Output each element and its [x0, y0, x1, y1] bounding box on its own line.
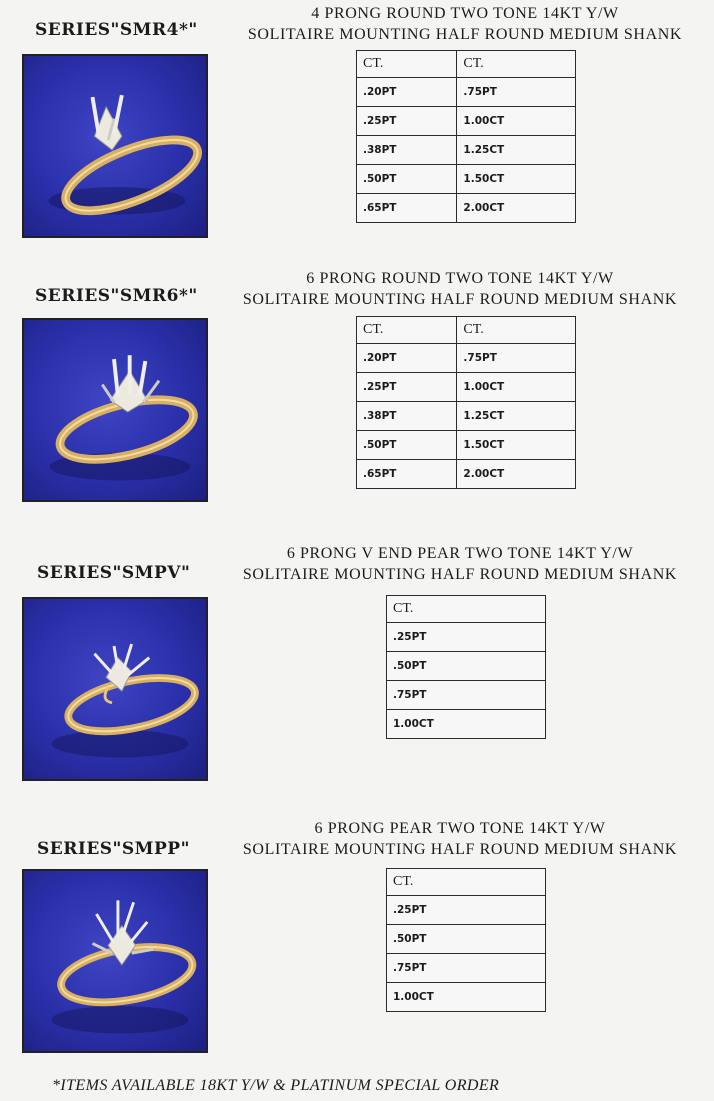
product-title [220, 543, 700, 585]
carat-cell: .65PT [357, 460, 457, 489]
carat-cell: .38PT [357, 136, 457, 165]
carat-cell: .50PT [357, 431, 457, 460]
table-row [387, 652, 546, 681]
table-header-row [357, 317, 576, 344]
v-end-pear-ring-image [24, 599, 206, 779]
table-row [357, 78, 576, 107]
table-row [387, 983, 546, 1012]
title-line-2: SOLITAIRE MOUNTING HALF ROUND MEDIUM SHANK [242, 566, 678, 583]
title-line-1: 6 PRONG V END PEAR TWO TONE 14KT Y/W [286, 545, 634, 562]
carat-cell: .25PT [387, 623, 546, 652]
title-line-1: 4 PRONG ROUND TWO TONE 14KT Y/W [311, 5, 619, 22]
carat-cell: .65PT [357, 194, 457, 223]
table-row [387, 954, 546, 983]
ring-photo [22, 318, 208, 502]
table-row [387, 681, 546, 710]
four-prong-ring-image [24, 56, 206, 236]
six-prong-ring-image [24, 320, 206, 500]
table-row [357, 107, 576, 136]
column-header: CT. [457, 51, 576, 78]
ring-photo [22, 54, 208, 238]
title-line-2: SOLITAIRE MOUNTING HALF ROUND MEDIUM SHANK [247, 26, 683, 43]
series-label: SERIES"SMPV" [37, 563, 191, 583]
column-header: CT. [387, 869, 546, 896]
carat-cell: .75PT [387, 681, 546, 710]
carat-cell: .50PT [357, 165, 457, 194]
table-header-row [387, 596, 546, 623]
carat-cell: 1.00CT [457, 373, 576, 402]
series-label: SERIES"SMR4*" [35, 20, 198, 40]
table-row [357, 431, 576, 460]
title-line-1: 6 PRONG PEAR TWO TONE 14KT Y/W [314, 820, 606, 837]
carat-cell: .75PT [457, 344, 576, 373]
column-header: CT. [457, 317, 576, 344]
table-row [357, 344, 576, 373]
column-header: CT. [357, 317, 457, 344]
column-header: CT. [357, 51, 457, 78]
title-line-1: 6 PRONG ROUND TWO TONE 14KT Y/W [306, 270, 614, 287]
table-row [387, 710, 546, 739]
table-row [357, 136, 576, 165]
table-header-row [357, 51, 576, 78]
table-header-row [387, 869, 546, 896]
carat-cell: .50PT [387, 925, 546, 954]
carat-cell: 1.50CT [457, 431, 576, 460]
carat-cell: 1.00CT [387, 983, 546, 1012]
product-title [230, 3, 700, 45]
carat-cell: .20PT [357, 78, 457, 107]
carat-cell: .50PT [387, 652, 546, 681]
carat-cell: .20PT [357, 344, 457, 373]
table-row [387, 925, 546, 954]
carat-cell: .75PT [457, 78, 576, 107]
carat-cell: .25PT [357, 107, 457, 136]
table-row [357, 402, 576, 431]
carat-table [356, 316, 576, 489]
series-label: SERIES"SMPP" [37, 839, 190, 859]
table-row [387, 623, 546, 652]
series-label: SERIES"SMR6*" [35, 286, 198, 306]
carat-cell: 1.00CT [387, 710, 546, 739]
table-row [357, 165, 576, 194]
carat-cell: .38PT [357, 402, 457, 431]
carat-cell: .25PT [387, 896, 546, 925]
carat-cell: 1.25CT [457, 136, 576, 165]
table-row [357, 373, 576, 402]
title-line-2: SOLITAIRE MOUNTING HALF ROUND MEDIUM SHANK [242, 291, 678, 308]
ring-photo [22, 597, 208, 781]
title-line-2: SOLITAIRE MOUNTING HALF ROUND MEDIUM SHANK [242, 841, 678, 858]
carat-cell: 1.00CT [457, 107, 576, 136]
carat-cell: 1.50CT [457, 165, 576, 194]
carat-cell: .25PT [357, 373, 457, 402]
pear-ring-image [24, 871, 206, 1051]
carat-table [386, 868, 546, 1012]
special-order-note: *ITEMS AVAILABLE 18KT Y/W & PLATINUM SPECIAL ORDER [52, 1077, 500, 1094]
column-header: CT. [387, 596, 546, 623]
table-row [357, 194, 576, 223]
product-title [220, 268, 700, 310]
carat-cell: .75PT [387, 954, 546, 983]
carat-cell: 1.25CT [457, 402, 576, 431]
carat-table [356, 50, 576, 223]
carat-cell: 2.00CT [457, 194, 576, 223]
product-title [220, 818, 700, 860]
carat-cell: 2.00CT [457, 460, 576, 489]
ring-photo [22, 869, 208, 1053]
table-row [357, 460, 576, 489]
table-row [387, 896, 546, 925]
carat-table [386, 595, 546, 739]
